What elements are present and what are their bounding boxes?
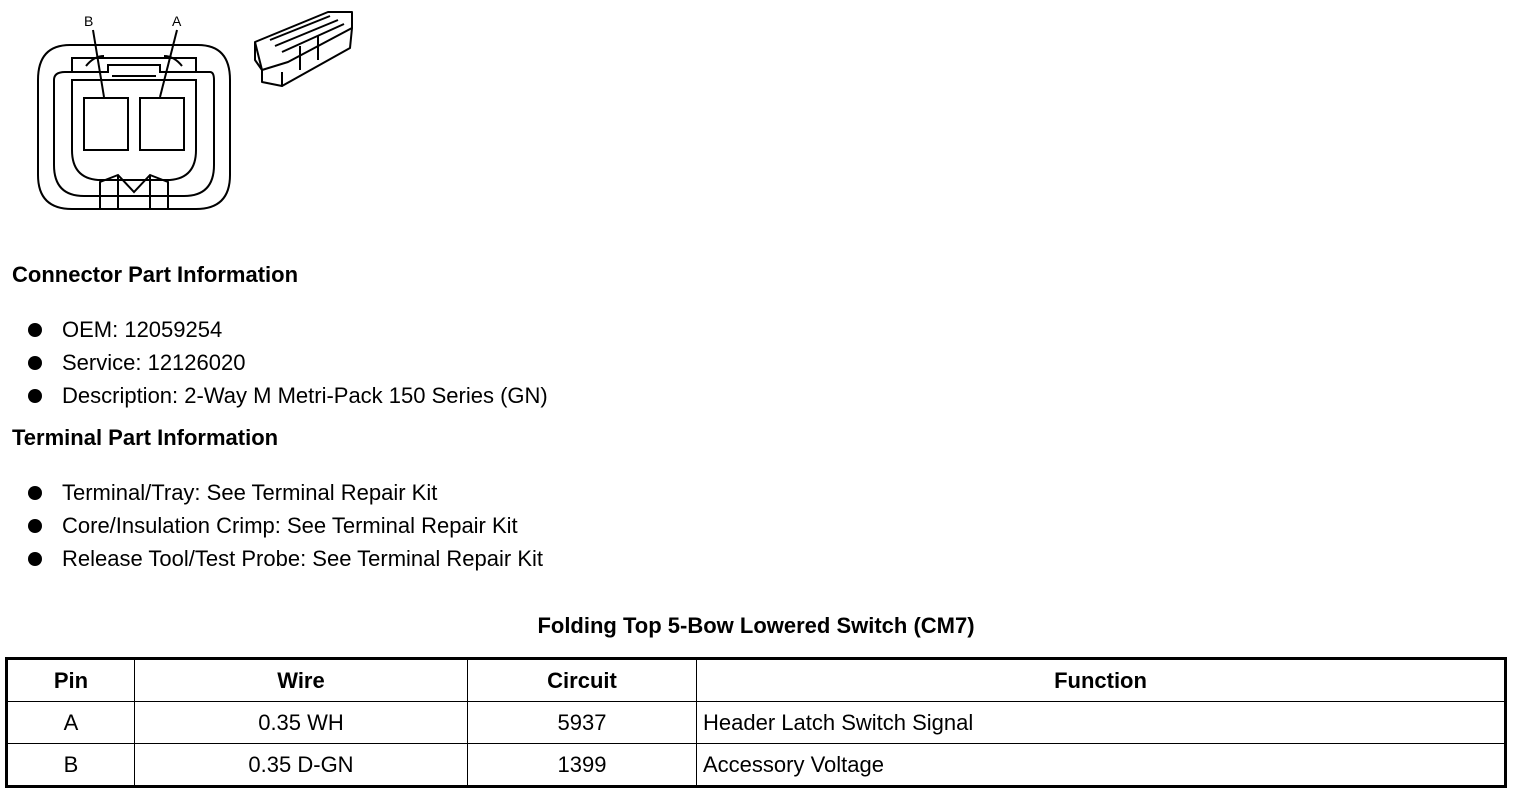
list-item-text: Description: 2-Way M Metri-Pack 150 Series (GN) (62, 382, 548, 408)
terminal-part-list (28, 476, 543, 575)
column-header-function: Function (697, 659, 1506, 702)
function-cell: Accessory Voltage (697, 744, 1506, 787)
connector-part-list (28, 313, 548, 412)
column-header-circuit: Circuit (468, 659, 697, 702)
circuit-cell: 1399 (468, 744, 697, 787)
connector-part-info-heading: Connector Part Information (12, 262, 299, 287)
list-item (28, 379, 548, 412)
bullet-icon (28, 389, 42, 403)
bullet-icon (28, 486, 42, 500)
list-item-text: Terminal/Tray: See Terminal Repair Kit (62, 479, 438, 505)
table-header-row (7, 659, 1506, 702)
table-title: Folding Top 5-Bow Lowered Switch (CM7) (537, 613, 975, 638)
circuit-cell: 5937 (468, 702, 697, 744)
list-item (28, 313, 548, 346)
bullet-icon (28, 552, 42, 566)
function-cell: Header Latch Switch Signal (697, 702, 1506, 744)
table-row (7, 702, 1506, 744)
list-item-text: Service: 12126020 (62, 349, 246, 375)
column-header-wire: Wire (135, 659, 468, 702)
list-item-text: Core/Insulation Crimp: See Terminal Repair Kit (62, 512, 518, 538)
bullet-icon (28, 356, 42, 370)
list-item-text: Release Tool/Test Probe: See Terminal Repair Kit (62, 545, 543, 571)
connector-sketch (255, 12, 352, 86)
pinout-table (5, 657, 1507, 788)
terminal-part-info-heading: Terminal Part Information (12, 425, 279, 450)
pin-label-b: B (84, 13, 94, 29)
pin-cell: B (7, 744, 135, 787)
bullet-icon (28, 323, 42, 337)
column-header-pin: Pin (7, 659, 135, 702)
list-item (28, 509, 543, 542)
list-item (28, 542, 543, 575)
list-item (28, 476, 543, 509)
table-row (7, 744, 1506, 787)
connector-diagram (0, 0, 400, 230)
pin-cell: A (7, 702, 135, 744)
list-item-text: OEM: 12059254 (62, 316, 223, 342)
bullet-icon (28, 519, 42, 533)
pin-label-a: A (172, 13, 182, 29)
wire-cell: 0.35 WH (135, 702, 468, 744)
wire-cell: 0.35 D-GN (135, 744, 468, 787)
list-item (28, 346, 548, 379)
